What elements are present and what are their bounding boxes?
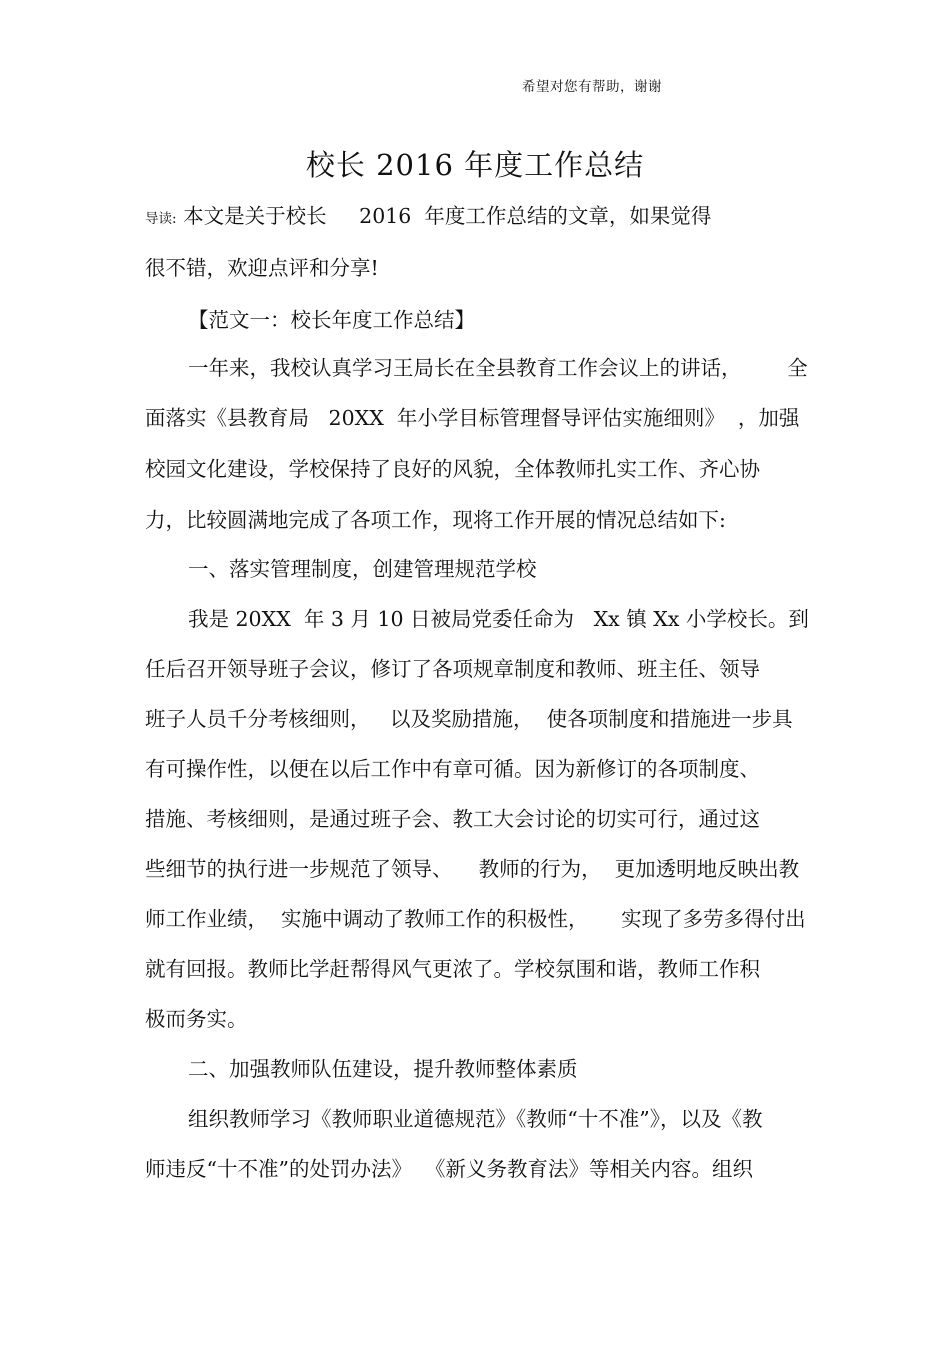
intro-label: 导读: bbox=[145, 211, 177, 227]
intro-line-1 bbox=[145, 202, 711, 233]
paragraph-line: 师工作业绩， 实施中调动了教师工作的积极性， 实现了多劳多得付出 bbox=[145, 907, 806, 931]
paragraph-line: 师违反“十不准”的处罚办法》 《新义务教育法》等相关内容。组织 bbox=[145, 1157, 753, 1181]
paragraph-line: 校园文化建设，学校保持了良好的风貌，全体教师扎实工作、齐心协 bbox=[145, 457, 760, 481]
intro-text: 本文是关于校长 2016 年度工作总结的文章，如果觉得 bbox=[176, 204, 712, 228]
paragraph-line: 措施、考核细则，是通过班子会、教工大会讨论的切实可行，通过这 bbox=[145, 807, 760, 831]
paragraph-line: 面落实《县教育局 20XX 年小学目标管理督导评估实施细则》 ，加强 bbox=[145, 406, 800, 430]
paragraph-line: 力，比较圆满地完成了各项工作，现将工作开展的情况总结如下: bbox=[145, 508, 726, 532]
paragraph-line: 我是 20XX 年 3 月 10 日被局党委任命为 Xx 镇 Xx 小学校长。到 bbox=[188, 607, 809, 631]
section-heading-2: 二、加强教师队伍建设，提升教师整体素质 bbox=[188, 1057, 578, 1081]
page-title: 校长 2016 年度工作总结 bbox=[305, 148, 645, 182]
paragraph-line: 有可操作性，以便在以后工作中有章可循。因为新修订的各项制度、 bbox=[145, 757, 760, 781]
intro-line-2: 很不错，欢迎点评和分享! bbox=[145, 256, 379, 280]
paragraph-line: 组织教师学习《教师职业道德规范》《教师“十不准”》，以及《教 bbox=[188, 1107, 763, 1131]
section-heading-1: 一、落实管理制度，创建管理规范学校 bbox=[188, 557, 537, 581]
paragraph-line: 就有回报。教师比学赶帮得风气更浓了。学校氛围和谐，教师工作积 bbox=[145, 957, 760, 981]
paragraph-line: 些细节的执行进一步规范了领导、 教师的行为， 更加透明地反映出教 bbox=[145, 857, 800, 881]
paragraph-line: 一年来，我校认真学习王局长在全县教育工作会议上的讲话， 全 bbox=[188, 356, 808, 380]
header-note: 希望对您有帮助，谢谢 bbox=[522, 79, 662, 95]
paragraph-line: 任后召开领导班子会议，修订了各项规章制度和教师、班主任、领导 bbox=[145, 657, 760, 681]
paragraph-line: 极而务实。 bbox=[145, 1007, 248, 1031]
paragraph-line: 班子人员千分考核细则， 以及奖励措施， 使各项制度和措施进一步具 bbox=[145, 707, 793, 731]
section-heading-sample-1: 【范文一：校长年度工作总结】 bbox=[188, 308, 475, 332]
